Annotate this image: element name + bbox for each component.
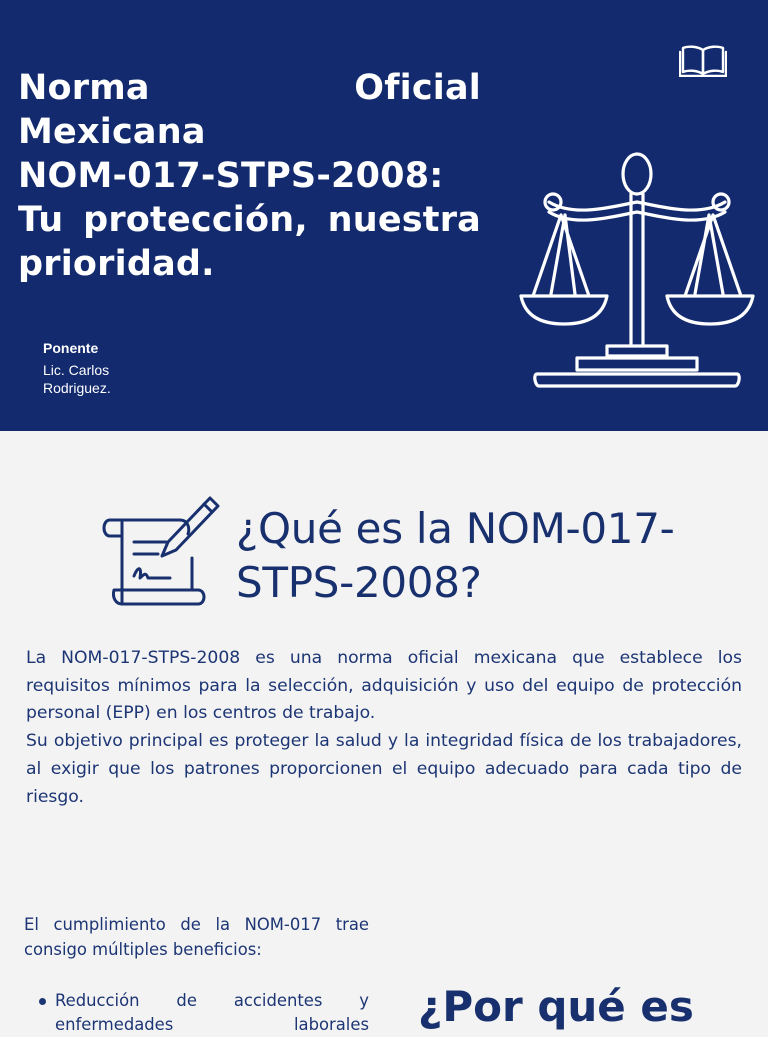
speaker-label: Ponente	[43, 340, 99, 356]
hero-title-line: Tu protección, nuestra	[18, 200, 481, 240]
section-paragraph: Su objetivo principal es proteger la salud y la integridad física de los trabajadores, al exigir que los patrones proporcionen el equipo adecuado para cada tipo de riesgo.	[26, 731, 742, 807]
hero-title	[18, 66, 481, 286]
hero-title-line: Norma Oficial Mexicana	[18, 68, 481, 152]
scale-of-justice-icon	[515, 148, 760, 393]
section-paragraph: La NOM-017-STPS-2008 es una norma oficial mexicana que establece los requisitos mínimos para la selección, adquisición y uso del equipo de protección personal (EPP) en los centros de trabajo.	[26, 648, 742, 724]
signed-scroll-icon	[100, 492, 222, 616]
benefit-item: Reducción de accidentes y enfermedades laborales	[37, 989, 369, 1037]
hero-banner	[0, 0, 768, 431]
why-title: ¿Por qué es	[418, 982, 694, 1031]
hero-title-line: prioridad.	[18, 244, 215, 284]
open-book-icon	[679, 43, 727, 77]
section-title: ¿Qué es la NOM-017-STPS-2008?	[236, 504, 675, 607]
hero-title-line: NOM-017-STPS-2008:	[18, 156, 444, 196]
section-body	[26, 645, 742, 811]
speaker-name: Lic. Carlos Rodriguez.	[43, 362, 111, 396]
benefits-intro: El cumplimiento de la NOM-017 trae consigo múltiples beneficios:	[24, 915, 369, 959]
benefits-list	[37, 989, 369, 1037]
